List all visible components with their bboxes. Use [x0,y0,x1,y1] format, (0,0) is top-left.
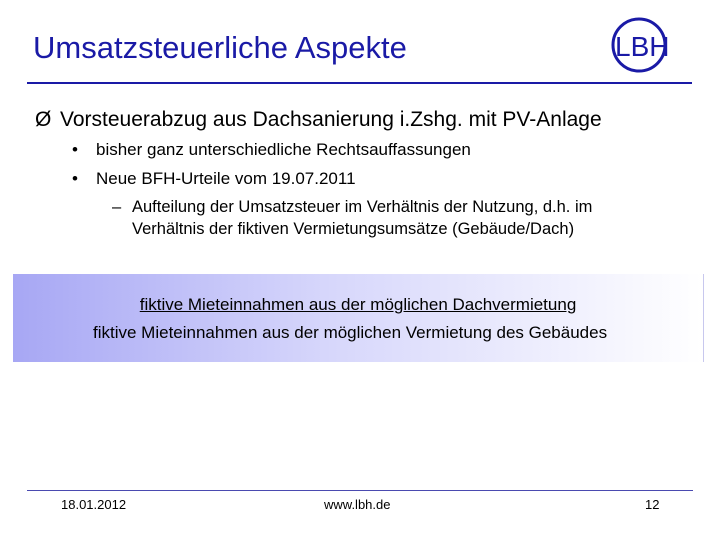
numerator-text: fiktive Mieteinnahmen aus der möglichen Dachvermietung [139,295,577,314]
bullet-icon: • [72,169,78,188]
formula-denominator: fiktive Mieteinnahmen aus der möglichen Vermietung des Gebäudes [93,323,608,342]
main-bullet [35,108,602,132]
list-item [72,140,471,160]
arrow-bullet-icon: Ø [35,108,52,131]
logo-text: LBH [615,31,670,62]
bullet-text: Neue BFH-Urteile vom 19.07.2011 [96,169,356,188]
sub-bullet-line: Aufteilung der Umsatzsteuer im Verhältnis der Nutzung, d.h. im [132,198,593,216]
main-bullet-text: Vorsteuerabzug aus Dachsanierung i.Zshg. mit PV-Anlage [60,108,602,131]
formula-box [13,274,704,362]
list-item [72,169,356,189]
bullet-text: bisher ganz unterschiedliche Rechtsauffassungen [96,140,471,159]
footer-page-number: 12 [645,497,660,512]
title-divider [27,82,692,84]
lbh-logo [606,14,676,76]
footer-url: www.lbh.de [324,497,391,512]
sub-bullet-line: Verhältnis der fiktiven Vermietungsumsätze (Gebäude/Dach) [132,220,575,238]
bullet-icon: • [72,140,78,159]
slide-title: Umsatzsteuerliche Aspekte [33,30,407,65]
lbh-logo-icon [606,14,676,76]
formula-numerator [13,295,703,315]
dash-bullet-icon: – [112,198,122,216]
footer-date: 18.01.2012 [61,497,127,512]
footer-divider [27,490,693,491]
sub-bullet [112,196,592,240]
